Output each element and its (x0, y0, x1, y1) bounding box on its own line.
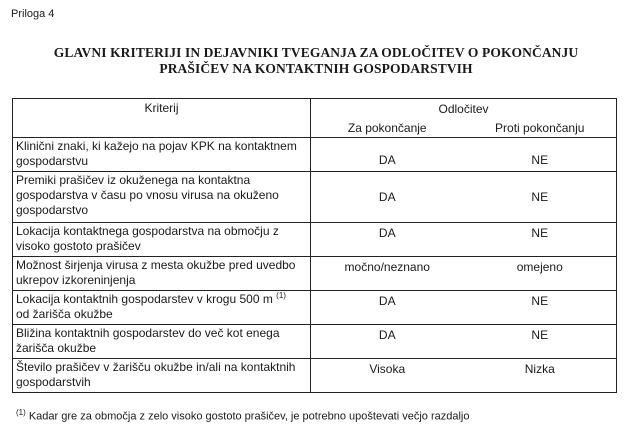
decision-for: DA (378, 153, 396, 167)
header-against: Proti pokončanju (495, 121, 585, 135)
header-decision (311, 99, 617, 138)
decision-against: Nizka (524, 362, 555, 376)
decision-cell (311, 172, 617, 223)
header-row (13, 99, 617, 138)
criterion-cell: Premiki prašičev iz okuženega na kontaktna gospodarstva v času po vnosu virusa na okuženo gospodarstvo (13, 172, 311, 223)
decision-cell (311, 359, 617, 393)
footnote (16, 408, 470, 423)
decision-against: NE (531, 190, 549, 204)
header-for: Za pokončanje (347, 121, 427, 135)
decision-against: omejeno (516, 260, 563, 274)
criterion-cell: Bližina kontaktnih gospodarstev do več kot enega žarišča okužbe (13, 325, 311, 359)
table-row (13, 138, 617, 172)
table-row (13, 257, 617, 291)
footnote-mark: (1) (16, 408, 26, 417)
table-row (13, 223, 617, 257)
decision-cell (311, 257, 617, 291)
decision-cell (311, 325, 617, 359)
criterion-cell: Možnost širjenja virusa z mesta okužbe pred uvedbo ukrepov izkoreninjenja (13, 257, 311, 291)
decision-against: NE (531, 226, 549, 240)
title-line-2: PRAŠIČEV NA KONTAKTNIH GOSPODARSTVIH (159, 61, 473, 76)
decision-for: DA (378, 190, 396, 204)
criteria-table (12, 98, 617, 393)
criterion-text-cont: od žarišča okužbe (16, 307, 113, 321)
criterion-cell (13, 291, 311, 325)
title-line-1: GLAVNI KRITERIJI IN DEJAVNIKI TVEGANJA ZA ODLOČITEV O POKONČANJU (53, 45, 579, 60)
decision-against: NE (531, 153, 549, 167)
footnote-ref: (1) (276, 291, 286, 300)
table-row (13, 325, 617, 359)
criterion-cell: Število prašičev v žarišču okužbe in/ali na kontaktnih gospodarstvih (13, 359, 311, 393)
page-title (0, 45, 632, 77)
decision-for: močno/neznano (344, 260, 430, 274)
decision-for: DA (378, 226, 396, 240)
decision-cell (311, 138, 617, 172)
criterion-cell: Lokacija kontaktnega gospodarstva na območju z visoko gostoto prašičev (13, 223, 311, 257)
criterion-cell: Klinični znaki, ki kažejo na pojav KPK na kontaktnem gospodarstvu (13, 138, 311, 172)
decision-cell (311, 223, 617, 257)
footnote-text: Kadar gre za območja z zelo visoko gostoto prašičev, je potrebno upoštevati večjo razdaljo (28, 410, 470, 423)
decision-against: NE (531, 328, 549, 342)
header-criterion-label: Kriterij (144, 101, 179, 115)
header-criterion (13, 99, 311, 138)
table-row (13, 291, 617, 325)
decision-for: DA (378, 294, 396, 308)
table-row (13, 359, 617, 393)
decision-for: DA (378, 328, 396, 342)
decision-cell (311, 291, 617, 325)
annex-label: Priloga 4 (11, 8, 55, 20)
decision-against: NE (531, 294, 549, 308)
header-decision-label: Odločitev (438, 102, 489, 116)
criterion-text: Lokacija kontaktnih gospodarstev v krogu 500 m (16, 292, 273, 306)
table-row (13, 172, 617, 223)
decision-for: Visoka (369, 362, 406, 376)
